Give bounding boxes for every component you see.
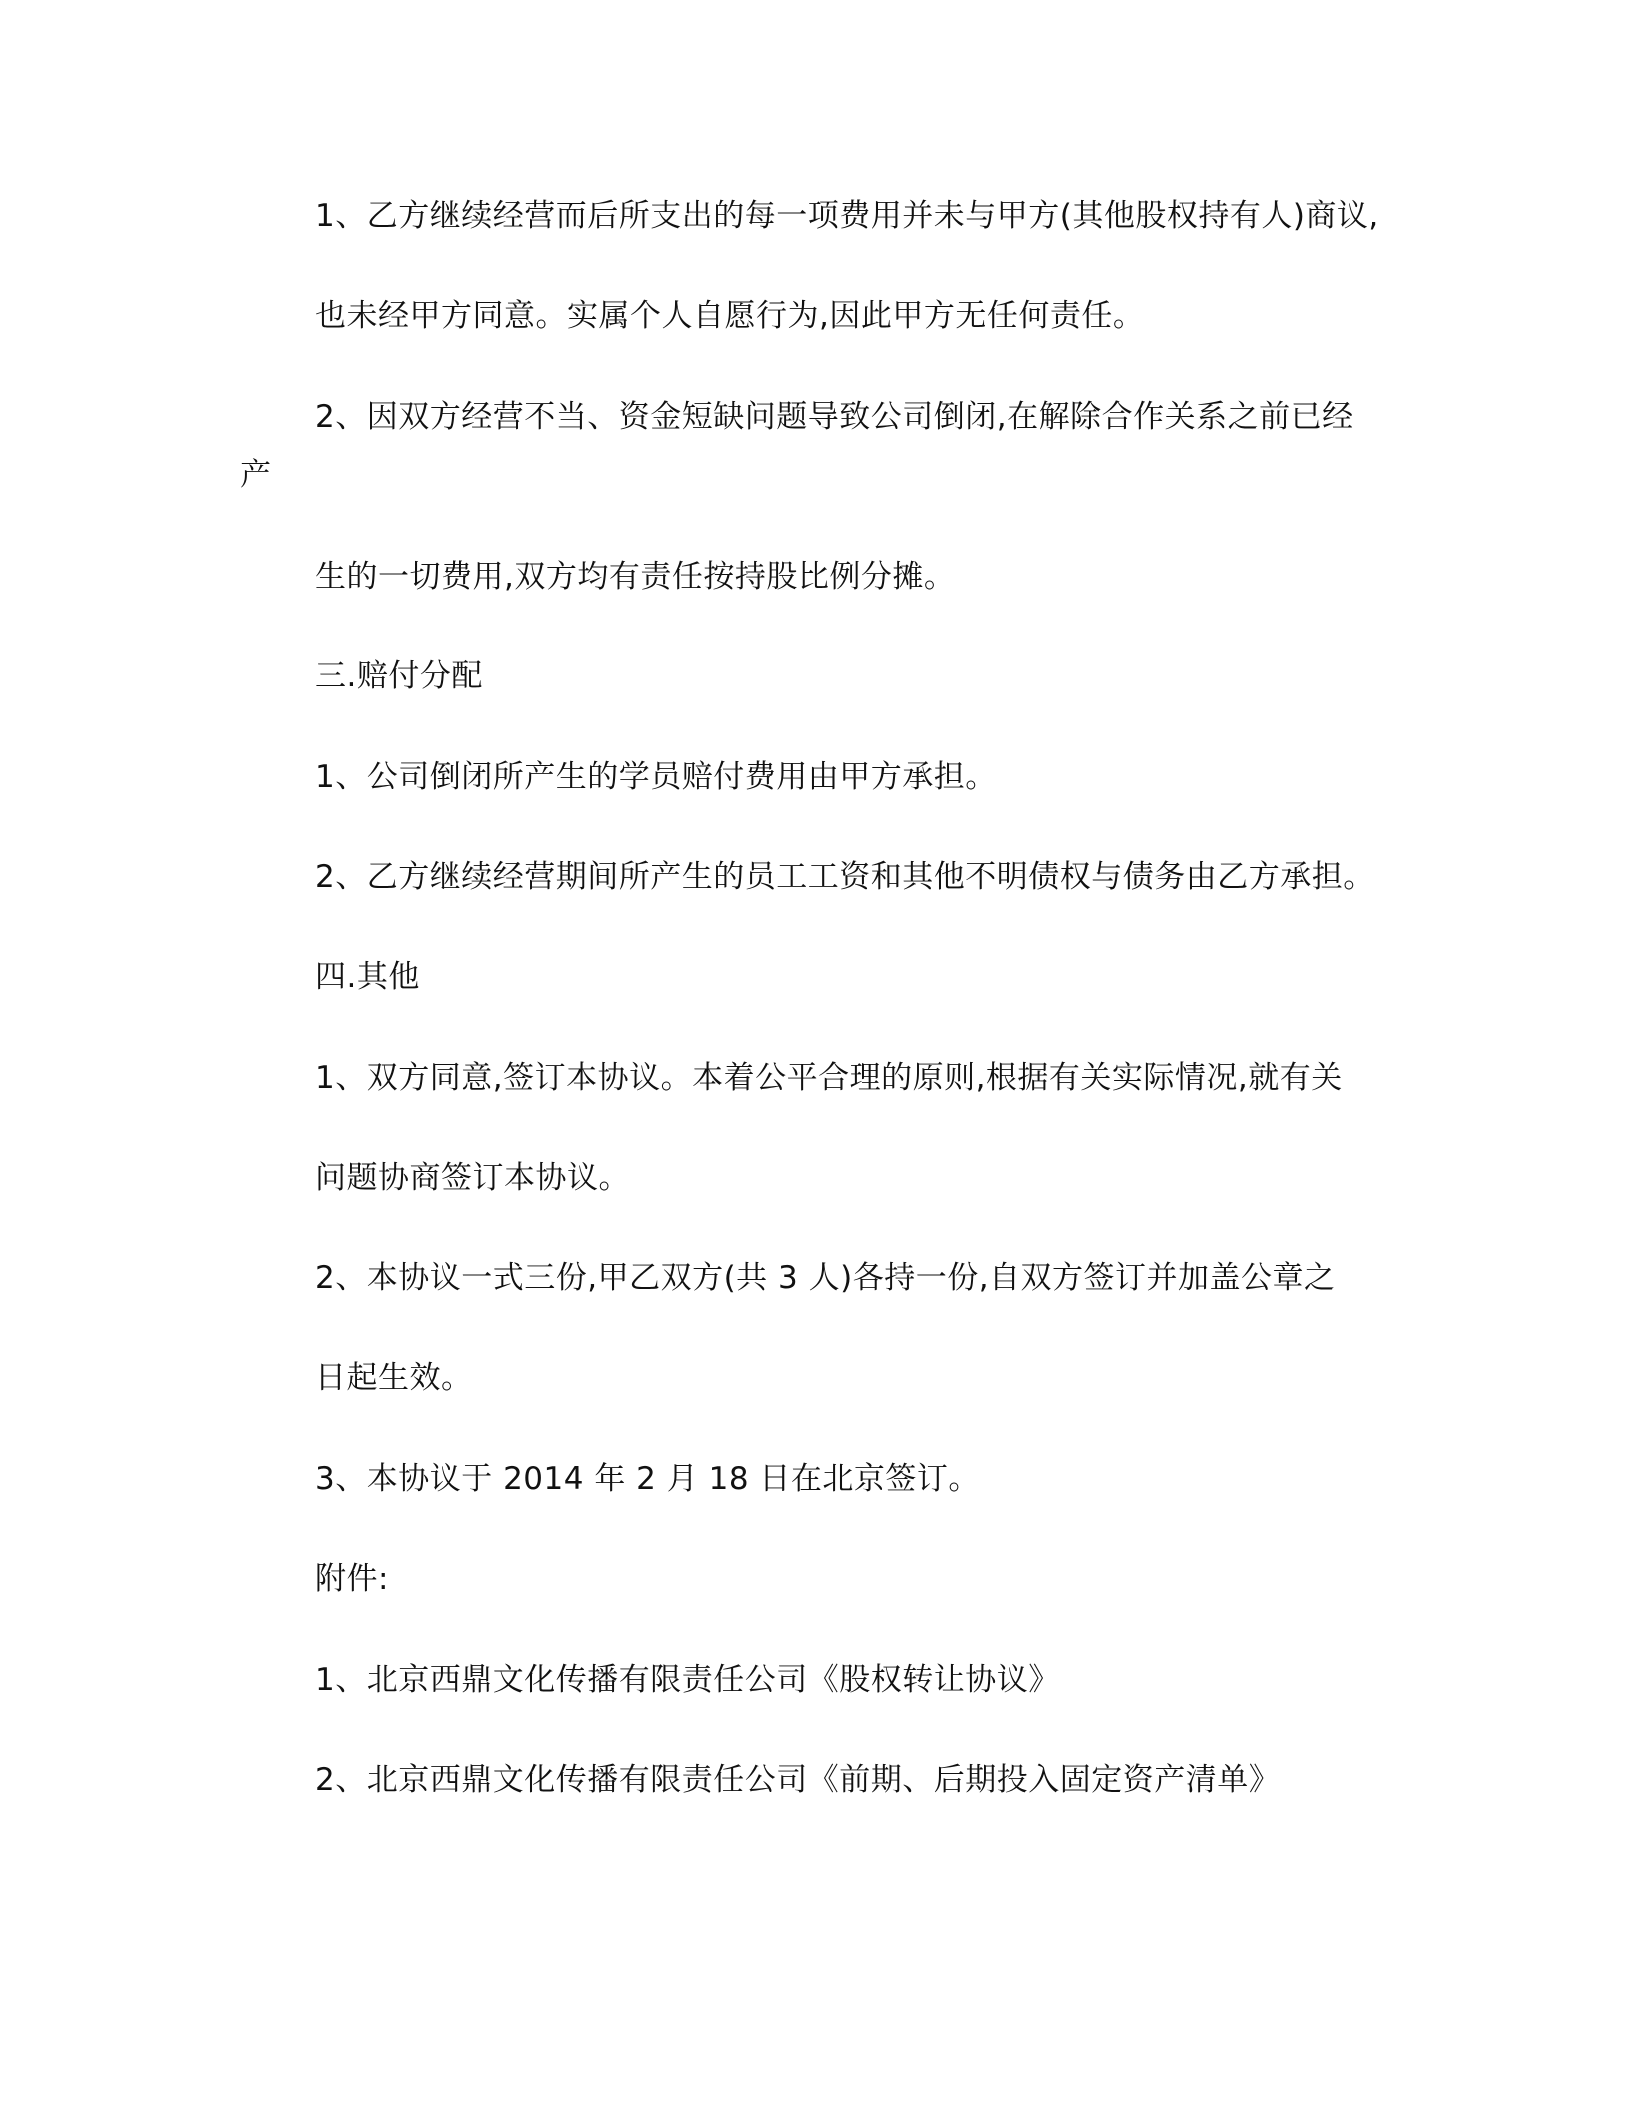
clause-2-2-line-1: 2、因双方经营不当、资金短缺问题导致公司倒闭,在解除合作关系之前已经 xyxy=(315,399,1354,435)
attachment-2: 2、北京西鼎文化传播有限责任公司《前期、后期投入固定资产清单》 xyxy=(315,1762,1281,1798)
clause-4-1-line-2: 问题协商签订本协议。 xyxy=(315,1160,630,1196)
clause-4-2-line-1: 2、本协议一式三份,甲乙双方(共 3 人)各持一份,自双方签订并加盖公章之 xyxy=(315,1260,1336,1296)
clause-4-1-line-1: 1、双方同意,签订本协议。本着公平合理的原则,根据有关实际情况,就有关 xyxy=(315,1060,1343,1096)
section-4-heading: 四.其他 xyxy=(315,959,420,995)
section-3-heading: 三.赔付分配 xyxy=(315,658,483,694)
attachments-heading: 附件: xyxy=(315,1561,389,1597)
clause-3-2: 2、乙方继续经营期间所产生的员工工资和其他不明债权与债务由乙方承担。 xyxy=(315,859,1375,895)
clause-2-1-line-2: 也未经甲方同意。实属个人自愿行为,因此甲方无任何责任。 xyxy=(315,298,1145,334)
clause-2-2-wrapped-char: 产 xyxy=(240,457,272,493)
attachment-1: 1、北京西鼎文化传播有限责任公司《股权转让协议》 xyxy=(315,1662,1060,1698)
clause-4-3: 3、本协议于 2014 年 2 月 18 日在北京签订。 xyxy=(315,1461,980,1497)
clause-4-2-line-2: 日起生效。 xyxy=(315,1360,473,1396)
clause-3-1: 1、公司倒闭所产生的学员赔付费用由甲方承担。 xyxy=(315,759,997,795)
clause-2-1-line-1: 1、乙方继续经营而后所支出的每一项费用并未与甲方(其他股权持有人)商议, xyxy=(315,198,1379,234)
clause-2-2-line-2: 生的一切费用,双方均有责任按持股比例分摊。 xyxy=(315,559,956,595)
